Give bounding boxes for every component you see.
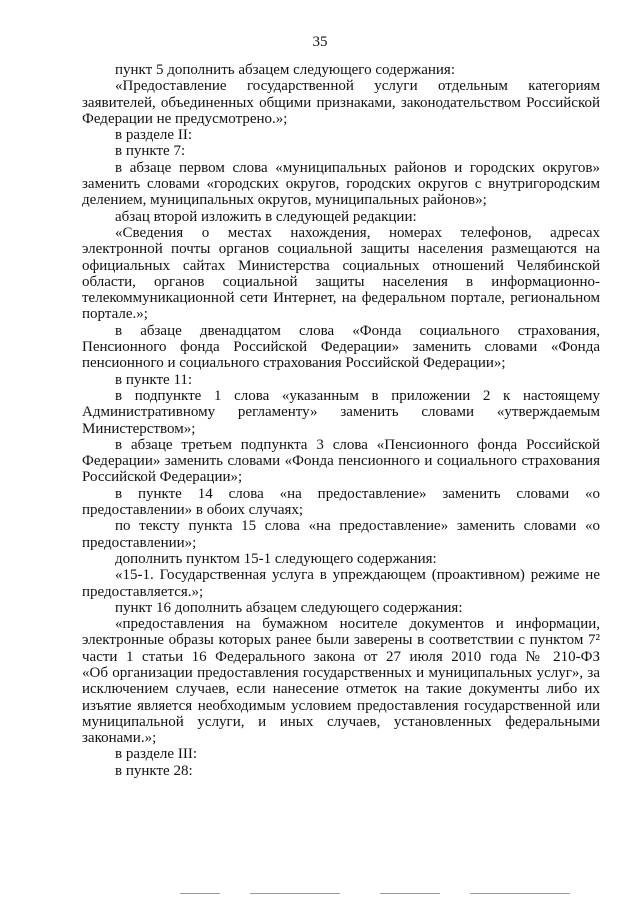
- text-line: предоставлении» в обоих случаях;: [82, 502, 304, 519]
- text-line: заменить словами «городских округов, городских округов с внутригородским: [82, 176, 600, 193]
- text-line: пункт 16 дополнить абзацем следующего содержания:: [115, 599, 463, 616]
- page-number: 35: [312, 34, 328, 50]
- text-line: «Об организации предоставления государственных и муниципальных услуг», за: [82, 664, 600, 681]
- text-line: пенсионного и социального страхования Российской Федерации»;: [82, 355, 506, 372]
- text-line: официальных сайтах Министерства социальных отношений Челябинской: [82, 257, 600, 274]
- text-line: в пункте 28:: [115, 762, 193, 779]
- text-line: Федерации» заменить словами «Фонда пенсионного и социального страхования: [82, 453, 600, 470]
- text-line: в пункте 14 слова «на предоставление» заменить словами «о: [115, 485, 600, 502]
- text-line: в подпункте 1 слова «указанным в приложении 2 к настоящему: [115, 387, 600, 404]
- text-line: в пункте 7:: [115, 143, 186, 160]
- text-line: Административному регламенту» заменить словами «утверждаемым: [82, 404, 600, 421]
- text-line: законами.»;: [82, 730, 157, 747]
- text-line: абзац второй изложить в следующей редакции:: [115, 208, 417, 225]
- text-line: изъятие является необходимым условием предоставления государственной или: [82, 697, 600, 714]
- text-line: телекоммуникационной сети Интернет, на федеральном портале, региональном: [82, 290, 600, 307]
- text-line: предоставлении»;: [82, 534, 197, 551]
- text-line: «15-1. Государственная услуга в упреждающем (проактивном) режиме не: [115, 567, 600, 584]
- text-line: электронные образы которых ранее были заверены в соответствии с пунктом 7²: [82, 632, 600, 649]
- text-line: по тексту пункта 15 слова «на предоставление» заменить словами «о: [115, 518, 600, 535]
- text-line: пункт 5 дополнить абзацем следующего содержания:: [115, 62, 455, 78]
- text-line: «Предоставление государственной услуги отдельным категориям: [115, 78, 600, 95]
- text-line: Пенсионного фонда Российской Федерации» заменить словами «Фонда: [82, 339, 600, 356]
- text-line: Российской Федерации»;: [82, 469, 243, 486]
- footer-scan-marks: [180, 893, 580, 895]
- text-line: «предоставления на бумажном носителе документов и информации,: [115, 616, 600, 633]
- text-line: исключением случаев, если нанесение отметок на такие документы либо их: [82, 681, 600, 698]
- text-line: заявителей, объединенных общими признаками, законодательством Российской: [82, 94, 600, 111]
- text-line: «Сведения о местах нахождения, номерах телефонов, адресах: [115, 224, 600, 241]
- text-line: области, органов социальной защиты населения в информационно-: [82, 273, 600, 290]
- text-line: в абзаце третьем подпункта 3 слова «Пенсионного фонда Российской: [115, 436, 600, 453]
- text-line: электронной почты органов социальной защиты населения размещаются на: [82, 241, 600, 258]
- text-line: в абзаце двенадцатом слова «Фонда социального страхования,: [115, 322, 600, 339]
- text-line: Министерством»;: [82, 420, 196, 437]
- document-body: [82, 62, 600, 779]
- text-line: в абзаце первом слова «муниципальных районов и городских округов»: [115, 159, 600, 176]
- text-line: в разделе II:: [115, 127, 192, 144]
- text-line: делением, муниципальных округов, муниципальных районов»;: [82, 192, 487, 209]
- text-line: в разделе III:: [115, 746, 197, 763]
- text-line: дополнить пунктом 15-1 следующего содержания:: [115, 550, 437, 567]
- text-line: части 1 статьи 16 Федерального закона от 27 июля 2010 года № 210-ФЗ: [82, 648, 600, 665]
- text-line: предоставляется.»;: [82, 583, 204, 600]
- text-line: муниципальной услуги, и иных случаев, установленных федеральными: [82, 713, 600, 730]
- text-line: портале.»;: [82, 306, 148, 323]
- text-line: Федерации не предусмотрено.»;: [82, 110, 288, 127]
- text-line: в пункте 11:: [115, 371, 193, 388]
